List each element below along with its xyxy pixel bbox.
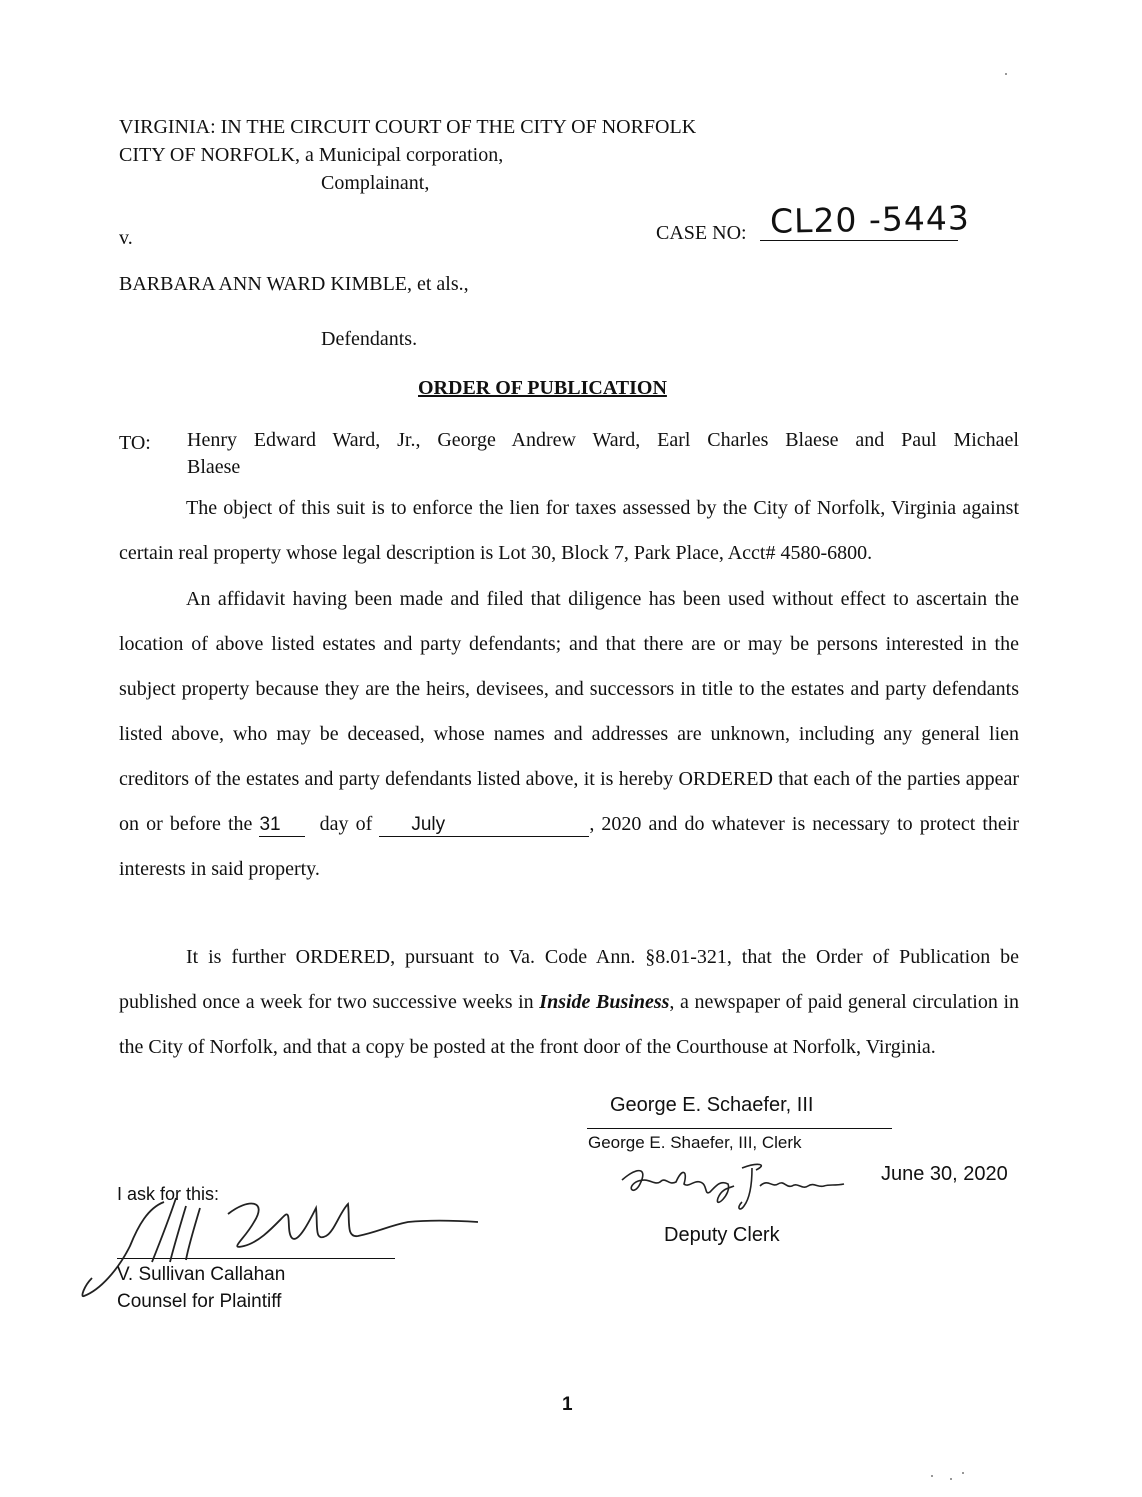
- counsel-signature-graphic: [78, 1186, 478, 1306]
- month-fill-line: [379, 813, 589, 837]
- case-number-handwritten: CL20 -5443: [769, 198, 971, 241]
- page-number: 1: [562, 1394, 573, 1415]
- to-recipients-line1: Henry Edward Ward, Jr., George Andrew Ward, Earl Charles Blaese and Paul Michael: [187, 429, 1019, 451]
- paragraph-publication-text: It is further ORDERED, pursuant to Va. Code Ann. §8.01-321, that the Order of Publication be published once a week for two successive weeks in: [119, 946, 1019, 1013]
- day-fill-line: [259, 813, 305, 837]
- versus-label: v.: [119, 227, 133, 249]
- paragraph-publication: [119, 935, 1019, 1070]
- complainant-label: Complainant,: [321, 172, 430, 194]
- deputy-clerk-title: Deputy Clerk: [664, 1224, 780, 1246]
- paragraph-object-of-suit: [119, 486, 1019, 576]
- court-heading: VIRGINIA: IN THE CIRCUIT COURT OF THE CITY OF NORFOLK: [119, 116, 697, 138]
- defendants-label: Defendants.: [321, 328, 418, 350]
- to-recipients-line2: Blaese: [187, 456, 241, 478]
- to-label: TO:: [119, 432, 151, 454]
- scan-speck: [950, 1478, 952, 1480]
- clerk-caption: George E. Shaefer, III, Clerk: [588, 1133, 802, 1152]
- counsel-request-label: I ask for this:: [117, 1184, 220, 1204]
- paragraph-publication-end: , a newspaper of paid general circulation in the City of Norfolk, and that a copy be posted at the front door of the Courthouse at Norfolk, Virginia.: [119, 991, 1020, 1058]
- month-value: July: [411, 814, 446, 835]
- paragraph-affidavit-end: , 2020 and do whatever is necessary to protect their interests in said property.: [119, 813, 1020, 880]
- case-number-label: CASE NO:: [656, 222, 747, 244]
- document-title: ORDER OF PUBLICATION: [418, 377, 667, 399]
- paragraph-affidavit: [119, 577, 1019, 892]
- complainant-name: CITY OF NORFOLK, a Municipal corporation,: [119, 144, 504, 166]
- deputy-clerk-signature-graphic: [618, 1158, 848, 1216]
- clerk-date: June 30, 2020: [881, 1163, 1008, 1185]
- deputy-clerk-signature: [618, 1158, 848, 1216]
- day-value: 31: [259, 814, 281, 835]
- counsel-name: V. Sullivan Callahan: [117, 1264, 286, 1285]
- clerk-signature-line: [587, 1128, 892, 1129]
- counsel-signature: [78, 1186, 478, 1306]
- paragraph-object-text: The object of this suit is to enforce the lien for taxes assessed by the City of Norfolk, Virginia against certain real property whose legal description is Lot 30, Block 7, Park Place, Acct# 4580-6800.: [119, 497, 1019, 564]
- counsel-role: Counsel for Plaintiff: [117, 1291, 282, 1312]
- scan-speck: [1005, 73, 1007, 75]
- scan-speck: [931, 1475, 933, 1477]
- scan-speck: [962, 1472, 964, 1474]
- clerk-typed-name: George E. Schaefer, III: [610, 1094, 814, 1116]
- day-of-label: day of: [319, 813, 373, 835]
- newspaper-name: Inside Business: [539, 991, 670, 1013]
- defendant-name: BARBARA ANN WARD KIMBLE, et als.,: [119, 273, 469, 295]
- paragraph-affidavit-text: An affidavit having been made and filed that diligence has been used without effect to ascertain the location of above listed estates and party defendants; and that there are or may be persons interested in the subject property because they are the heirs, devisees, and successors in title to the estates and party defendants listed above, who may be deceased, whose names and addresses are unknown, including any general lien creditors of the estates and party defendants listed above, it is hereby ORDERED that each of the parties appear on or before the: [119, 588, 1019, 835]
